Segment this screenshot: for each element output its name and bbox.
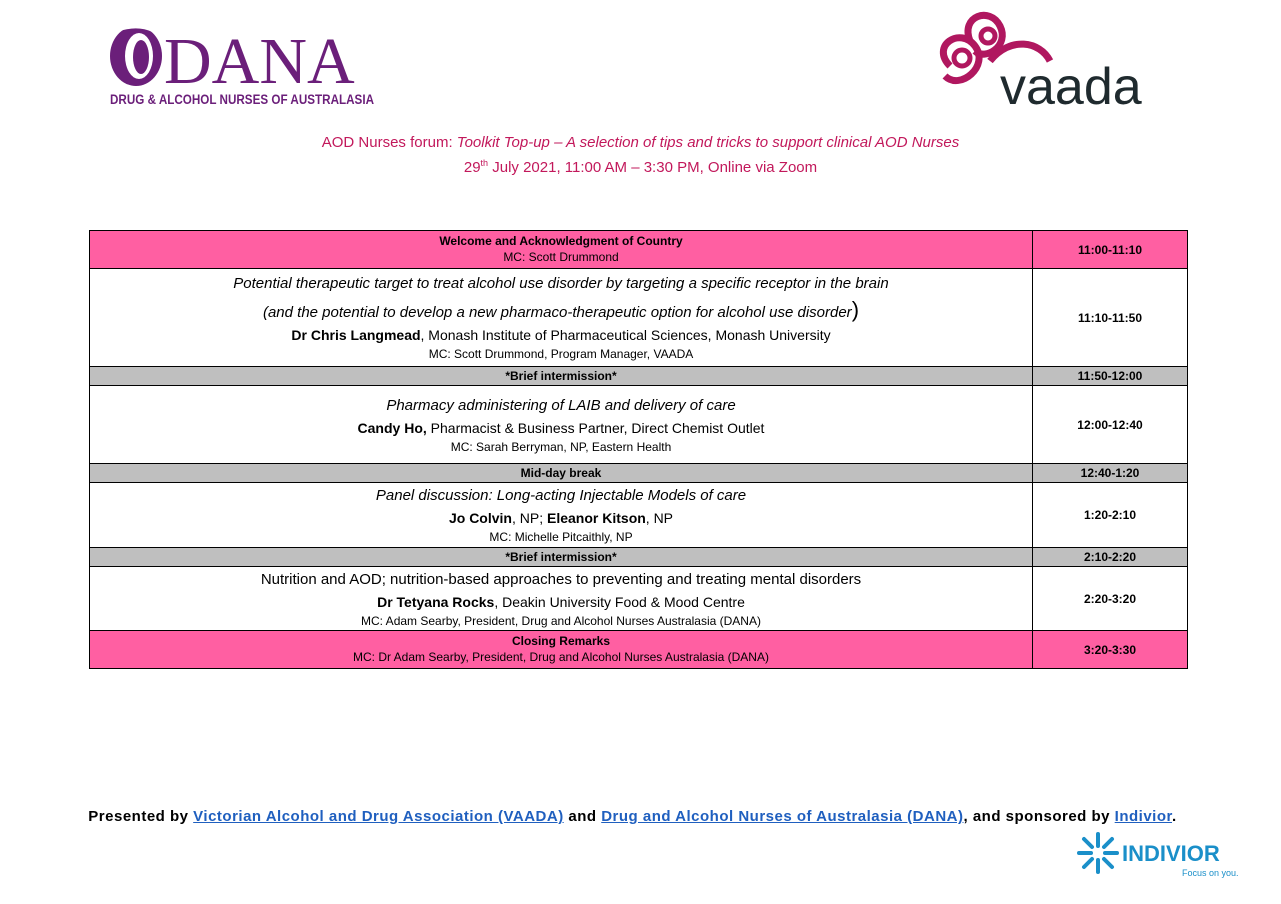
session-cell [90, 231, 1033, 269]
session-title: Nutrition and AOD; nutrition-based approaches to preventing and treating mental disorders [260, 570, 862, 588]
session-time: 11:00-11:10 [1033, 231, 1188, 269]
vaada-wordmark: vaada [1000, 58, 1142, 116]
session-cell [90, 631, 1033, 669]
session-mc: MC: Scott Drummond, Program Manager, VAADA [428, 347, 694, 361]
session-title: Panel discussion: Long-acting Injectable Models of care [375, 487, 747, 504]
indivior-star-icon [1079, 834, 1117, 872]
agenda-row [90, 231, 1188, 269]
dana-link[interactable]: Drug and Alcohol Nurses of Australasia (DANA) [601, 808, 964, 825]
session-mc: MC: Adam Searby, President, Drug and Alcohol Nurses Australasia (DANA) [361, 613, 761, 628]
session-cell [90, 567, 1033, 631]
break-label: *Brief intermission* [90, 548, 1033, 567]
indivior-tagline: Focus on you. [1182, 868, 1239, 878]
indivior-link[interactable]: Indivior [1114, 808, 1173, 825]
agenda-row [90, 631, 1188, 669]
session-time: 12:40-1:20 [1033, 464, 1188, 483]
session-mc: MC: Michelle Pitcaithly, NP [489, 530, 633, 544]
vaada-link[interactable]: Victorian Alcohol and Drug Association (VAADA) [193, 808, 564, 825]
session-title: Potential therapeutic target to treat alcohol use disorder by targeting a specific receptor in the brain [233, 275, 889, 292]
event-title-italic: Toolkit Top-up – A selection of tips and tricks to support clinical AOD Nurses [456, 134, 960, 151]
session-speaker: Candy Ho, Pharmacist & Business Partner, Direct Chemist Outlet [357, 419, 765, 436]
footer-credits: Presented by Victorian Alcohol and Drug Association (VAADA) and Drug and Alcohol Nurses of Australasia (DANA), and sponsored by Indivior. [88, 808, 1177, 825]
session-time: 12:00-12:40 [1033, 386, 1188, 464]
session-title: Closing Remarks [511, 634, 611, 648]
agenda-row [90, 269, 1188, 367]
session-cell [90, 269, 1033, 367]
session-time: 2:10-2:20 [1033, 548, 1188, 567]
session-time: 1:20-2:10 [1033, 483, 1188, 548]
dana-logo [108, 22, 378, 108]
indivior-logo [1076, 830, 1239, 880]
session-speaker: Jo Colvin, NP; Eleanor Kitson, NP [448, 510, 674, 526]
session-time: 3:20-3:30 [1033, 631, 1188, 669]
agenda-row [90, 567, 1188, 631]
session-time: 11:10-11:50 [1033, 269, 1188, 367]
break-label: *Brief intermission* [90, 367, 1033, 386]
dana-emblem-icon [110, 26, 168, 86]
agenda-row [90, 464, 1188, 483]
event-title [0, 134, 1281, 151]
agenda-row [90, 548, 1188, 567]
session-speaker: Dr Tetyana Rocks, Deakin University Food & Mood Centre [377, 593, 745, 610]
session-time: 2:20-3:20 [1033, 567, 1188, 631]
agenda-table [89, 230, 1188, 669]
agenda-row [90, 367, 1188, 386]
session-cell [90, 483, 1033, 548]
event-title-prefix: AOD Nurses forum: [321, 134, 457, 151]
agenda-row [90, 483, 1188, 548]
event-date: 29th July 2021, 11:00 AM – 3:30 PM, Online via Zoom [463, 158, 818, 176]
dana-tagline: DRUG & ALCOHOL NURSES OF AUSTRALASIA [110, 92, 375, 107]
session-mc: MC: Scott Drummond [503, 250, 619, 264]
vaada-logo [930, 6, 1180, 116]
session-time: 11:50-12:00 [1033, 367, 1188, 386]
indivior-wordmark: INDIVIOR [1122, 841, 1220, 866]
dana-wordmark: DANA [164, 25, 355, 98]
session-subtitle: (and the potential to develop a new pharmaco-therapeutic option for alcohol use disorder) [262, 297, 860, 322]
agenda-row [90, 386, 1188, 464]
session-speaker: Dr Chris Langmead, Monash Institute of Pharmaceutical Sciences, Monash University [291, 327, 831, 343]
session-mc: MC: Dr Adam Searby, President, Drug and Alcohol Nurses Australasia (DANA) [353, 650, 769, 664]
break-label: Mid-day break [90, 464, 1033, 483]
session-title: Pharmacy administering of LAIB and delivery of care [386, 396, 736, 414]
session-title: Welcome and Acknowledgment of Country [439, 234, 683, 248]
session-mc: MC: Sarah Berryman, NP, Eastern Health [450, 439, 672, 454]
session-cell [90, 386, 1033, 464]
